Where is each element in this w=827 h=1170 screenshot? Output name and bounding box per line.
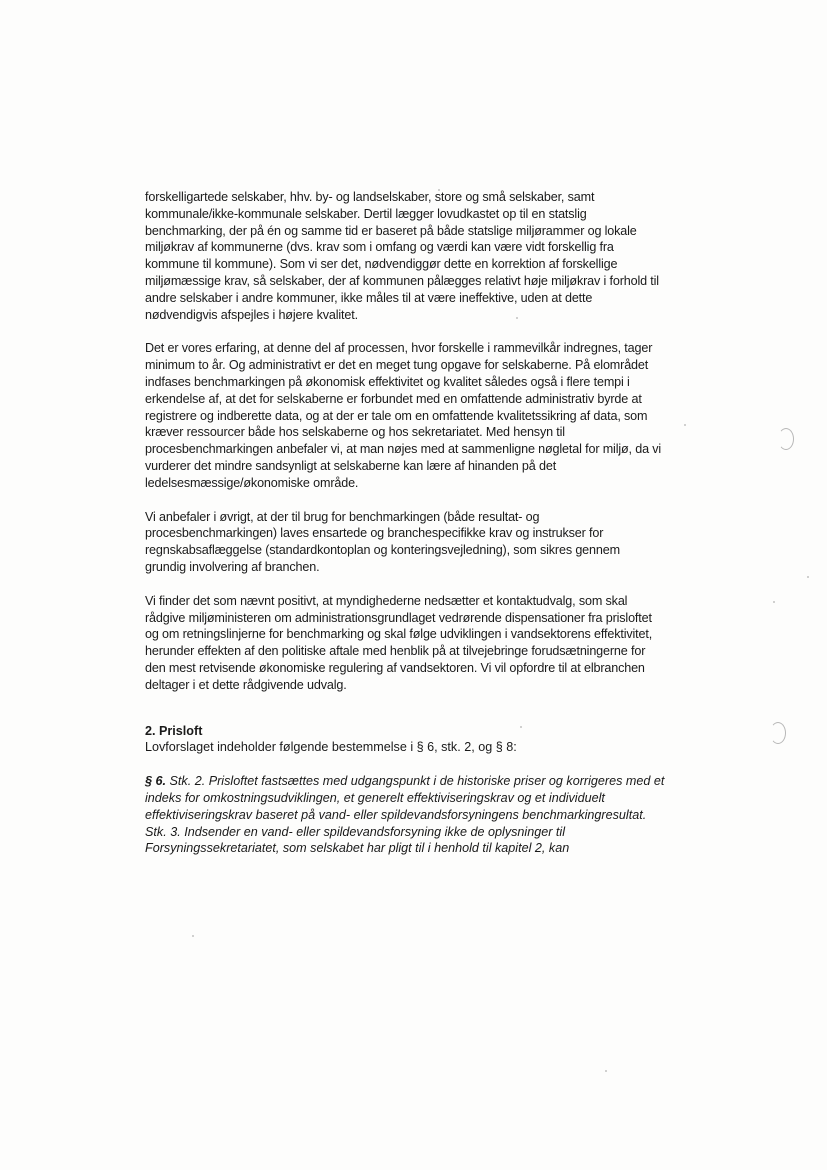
law-quote xyxy=(145,773,705,857)
text-line: registrere og indberette data, og at der er tale om en omfattende kvalitetssikring af data, som xyxy=(145,408,648,423)
paragraph xyxy=(145,593,705,694)
text-line: Vi anbefaler i øvrigt, at der til brug for benchmarkingen (både resultat- og xyxy=(145,509,540,524)
scan-speck xyxy=(773,601,775,603)
scan-speck xyxy=(192,935,194,937)
text-line: Vi finder det som nævnt positivt, at myndighederne nedsætter et kontaktudvalg, som skal xyxy=(145,593,628,608)
text-line: minimum to år. Og administrativt er det en meget tung opgave for selskaberne. På elområdet xyxy=(145,358,649,373)
text-line: grundig involvering af branchen. xyxy=(145,559,320,574)
text-line: Forsyningssekretariatet, som selskabet har pligt til i henhold til kapitel 2, kan xyxy=(145,841,570,856)
text-line: regnskabsaflæggelse (standardkontoplan og konteringsvejledning), som sikres gennem xyxy=(145,543,620,558)
text-line: benchmarking, der på én og samme tid er baseret på både statslige miljørammer og lokale xyxy=(145,223,637,238)
section-intro: Lovforslaget indeholder følgende bestemmelse i § 6, stk. 2, og § 8: xyxy=(145,740,517,755)
quote-first-line: Stk. 2. Prisloftet fastsættes med udgangspunkt i de historiske priser og korrigeres med et xyxy=(166,774,665,789)
scan-speck xyxy=(807,576,809,578)
text-line: kommunale/ikke-kommunale selskaber. Dertil lægger lovudkastet op til en statslig xyxy=(145,206,587,221)
text-line: vurderer det mindre sandsynligt at selskaberne kan lære af hinanden på det xyxy=(145,458,557,473)
paragraph xyxy=(145,340,705,491)
text-line: Det er vores erfaring, at denne del af processen, hvor forskelle i rammevilkår indregnes, tager xyxy=(145,341,653,356)
paragraph-marker: § 6. xyxy=(145,774,167,789)
punch-hole-mark xyxy=(770,722,786,744)
text-line: miljømæssige krav, så selskaber, der af kommunen pålægges relativt høje miljøkrav i forhold til xyxy=(145,273,659,288)
text-line xyxy=(145,773,705,790)
text-line: Stk. 3. Indsender en vand- eller spildevandsforsyning ikke de oplysninger til xyxy=(145,824,566,839)
text-line: kommune til kommune). Som vi ser det, nødvendiggør dette en korrektion af forskellige xyxy=(145,257,618,272)
text-line: andre selskaber i andre kommuner, ikke måles til at være ineffektive, uden at dette xyxy=(145,290,593,305)
text-line: effektiviseringskrav baseret på vand- eller spildevandsforsyningens benchmarkingresultat. xyxy=(145,807,647,822)
text-line: indfases benchmarkingen på økonomisk effektivitet og kvalitet således også i flere tempi i xyxy=(145,374,630,389)
document-body xyxy=(145,189,705,857)
punch-hole-mark xyxy=(778,428,794,450)
text-line: procesbenchmarkingen anbefaler vi, at man nøjes med at sammenligne nøgletal for miljø, da vi xyxy=(145,442,662,457)
text-line: og om retningslinjerne for benchmarking og skal følge udviklingen i vandsektorens effektivitet, xyxy=(145,627,653,642)
text-line: miljøkrav af kommunerne (dvs. krav som i omfang og værdi kan være vidt forskellig fra xyxy=(145,240,614,255)
section-heading: 2. Prisloft xyxy=(145,723,203,738)
text-line: nødvendigvis afspejles i højere kvalitet. xyxy=(145,307,358,322)
text-line: rådgive miljøministeren om administrationsgrundlaget vedrørende dispensationer fra prisloftet xyxy=(145,610,652,625)
paragraph xyxy=(145,189,705,323)
text-line: den mest retvisende økonomiske regulering af vandsektoren. Vi vil opfordre til at elbranchen xyxy=(145,660,645,675)
text-line: forskelligartede selskaber, hhv. by- og landselskaber, store og små selskaber, samt xyxy=(145,190,595,204)
text-line: kræver ressourcer både hos selskaberne og hos sekretariatet. Med hensyn til xyxy=(145,425,565,440)
text-line: erkendelse af, at det for selskaberne er forbundet med en omfattende administrativ byrde at xyxy=(145,391,642,406)
text-line: deltager i et dette rådgivende udvalg. xyxy=(145,677,347,692)
text-line: ledelsesmæssige/økonomiske område. xyxy=(145,475,359,490)
text-line: procesbenchmarkingen) laves ensartede og branchespecifikke krav og instrukser for xyxy=(145,526,604,541)
text-line: indeks for omkostningsudviklingen, et generelt effektiviseringskrav og et individuelt xyxy=(145,790,605,805)
paragraph xyxy=(145,509,705,576)
scan-speck xyxy=(605,1070,607,1072)
text-line: herunder effekten af den politiske aftale med henblik på at tilvejebringe forudsætningerne for xyxy=(145,644,646,659)
